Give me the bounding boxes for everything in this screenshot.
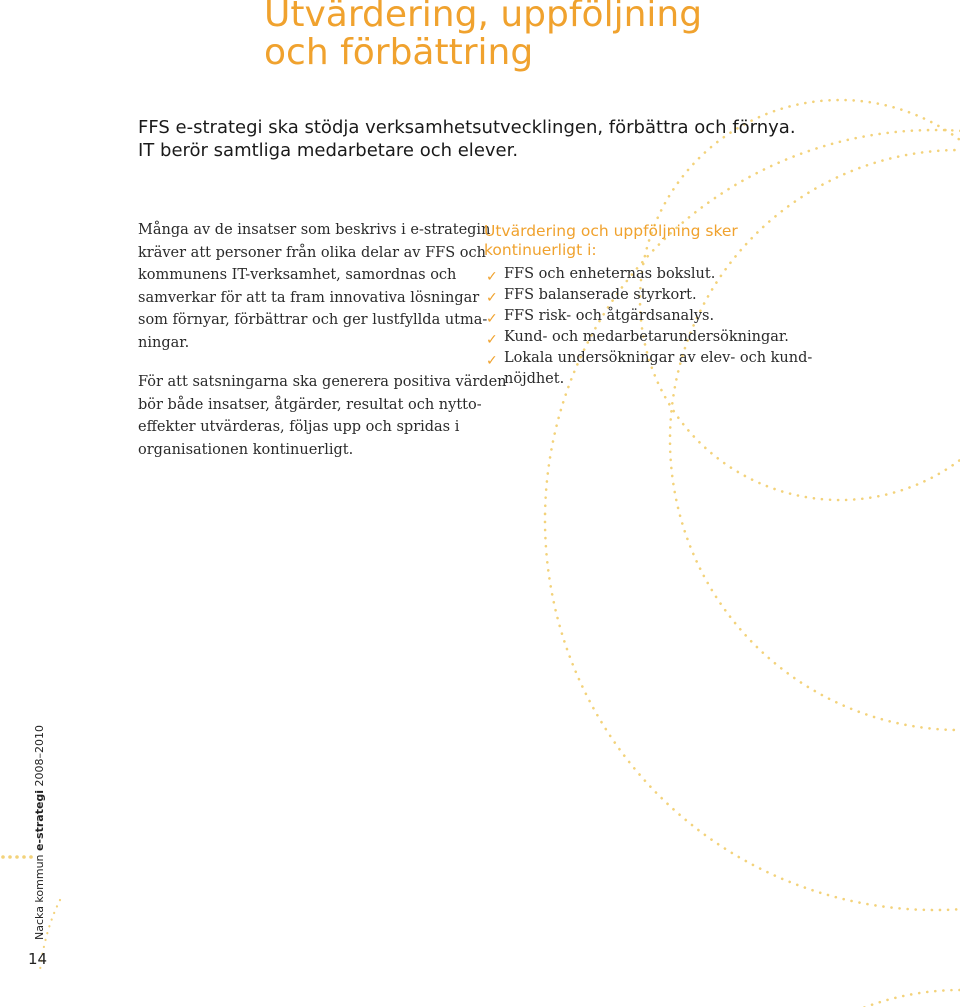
checklist-item-line: FFS och enheternas bokslut.: [504, 266, 716, 282]
checklist-item: [484, 285, 814, 306]
body-line: För att satsningarna ska generera positiva värden: [138, 374, 507, 390]
dotted-circle-bottom: [690, 990, 960, 1007]
body-line: samverkar för att ta fram innovativa lösningar: [138, 289, 480, 306]
sidebox-heading-line: Utvärdering och uppföljning sker: [484, 222, 738, 240]
body-line: kommunens IT-verksamhet, samordnas och: [138, 267, 457, 283]
footer-doc: e-strategi: [33, 789, 46, 851]
sidebox-heading-line: kontinuerligt i:: [484, 241, 597, 259]
checklist-item: [484, 327, 814, 348]
evaluation-checklist: [484, 264, 814, 390]
page-number: 14: [28, 950, 48, 968]
footer-dot: [15, 855, 19, 859]
checklist-item-line: FFS risk- och åtgärdsanalys.: [504, 308, 715, 324]
sidebox-heading: [484, 222, 814, 260]
checkmark-icon: ✓: [486, 332, 498, 348]
checkmark-icon: ✓: [486, 311, 498, 327]
body-line: ningar.: [138, 334, 190, 351]
checkmark-icon: ✓: [486, 353, 498, 369]
checkmark-icon: ✓: [486, 290, 498, 306]
body-paragraph: [138, 219, 491, 354]
lead-line: IT berör samtliga medarbetare och elever.: [138, 140, 519, 161]
body-line: organisationen kontinuerligt.: [138, 441, 354, 458]
lead-paragraph: [138, 116, 796, 162]
body-line: bör både insatser, åtgärder, resultat och nytto-: [138, 396, 482, 413]
body-line: som förnyar, förbättrar och ger lustfyllda utma-: [138, 312, 488, 328]
checklist-item: [484, 264, 814, 285]
checklist-item-line: Kund- och medarbetarundersökningar.: [504, 329, 789, 345]
body-paragraph: [138, 371, 507, 461]
evaluation-sidebox: [484, 222, 814, 390]
checklist-item: [484, 306, 814, 327]
checklist-item-line: Lokala undersökningar av elev- och kund-: [504, 350, 813, 366]
checklist-item-line: nöjdhet.: [504, 371, 565, 387]
body-line: Många av de insatser som beskrivs i e-strategin: [138, 222, 491, 238]
body-text-column: [138, 219, 507, 478]
lead-line: FFS e-strategi ska stödja verksamhetsutvecklingen, förbättra och förnya.: [138, 117, 796, 138]
body-line: kräver att personer från olika delar av FFS och: [138, 244, 486, 261]
footer-dot: [22, 855, 26, 859]
page-title-line: Utvärdering, uppföljning: [264, 0, 703, 35]
footer-years: 2008–2010: [33, 724, 46, 787]
checklist-item: [484, 348, 814, 390]
page-title-line: och förbättring: [264, 32, 534, 73]
body-line: effekter utvärderas, följas upp och spridas i: [138, 419, 460, 435]
checklist-item-line: FFS balanserade styrkort.: [504, 287, 697, 303]
footer-dot: [8, 855, 12, 859]
footer-sidebar-label: [33, 725, 46, 940]
checkmark-icon: ✓: [486, 269, 498, 285]
page-title: [264, 0, 702, 72]
footer-org: Nacka kommun: [33, 854, 46, 940]
footer-dot: [1, 855, 5, 859]
